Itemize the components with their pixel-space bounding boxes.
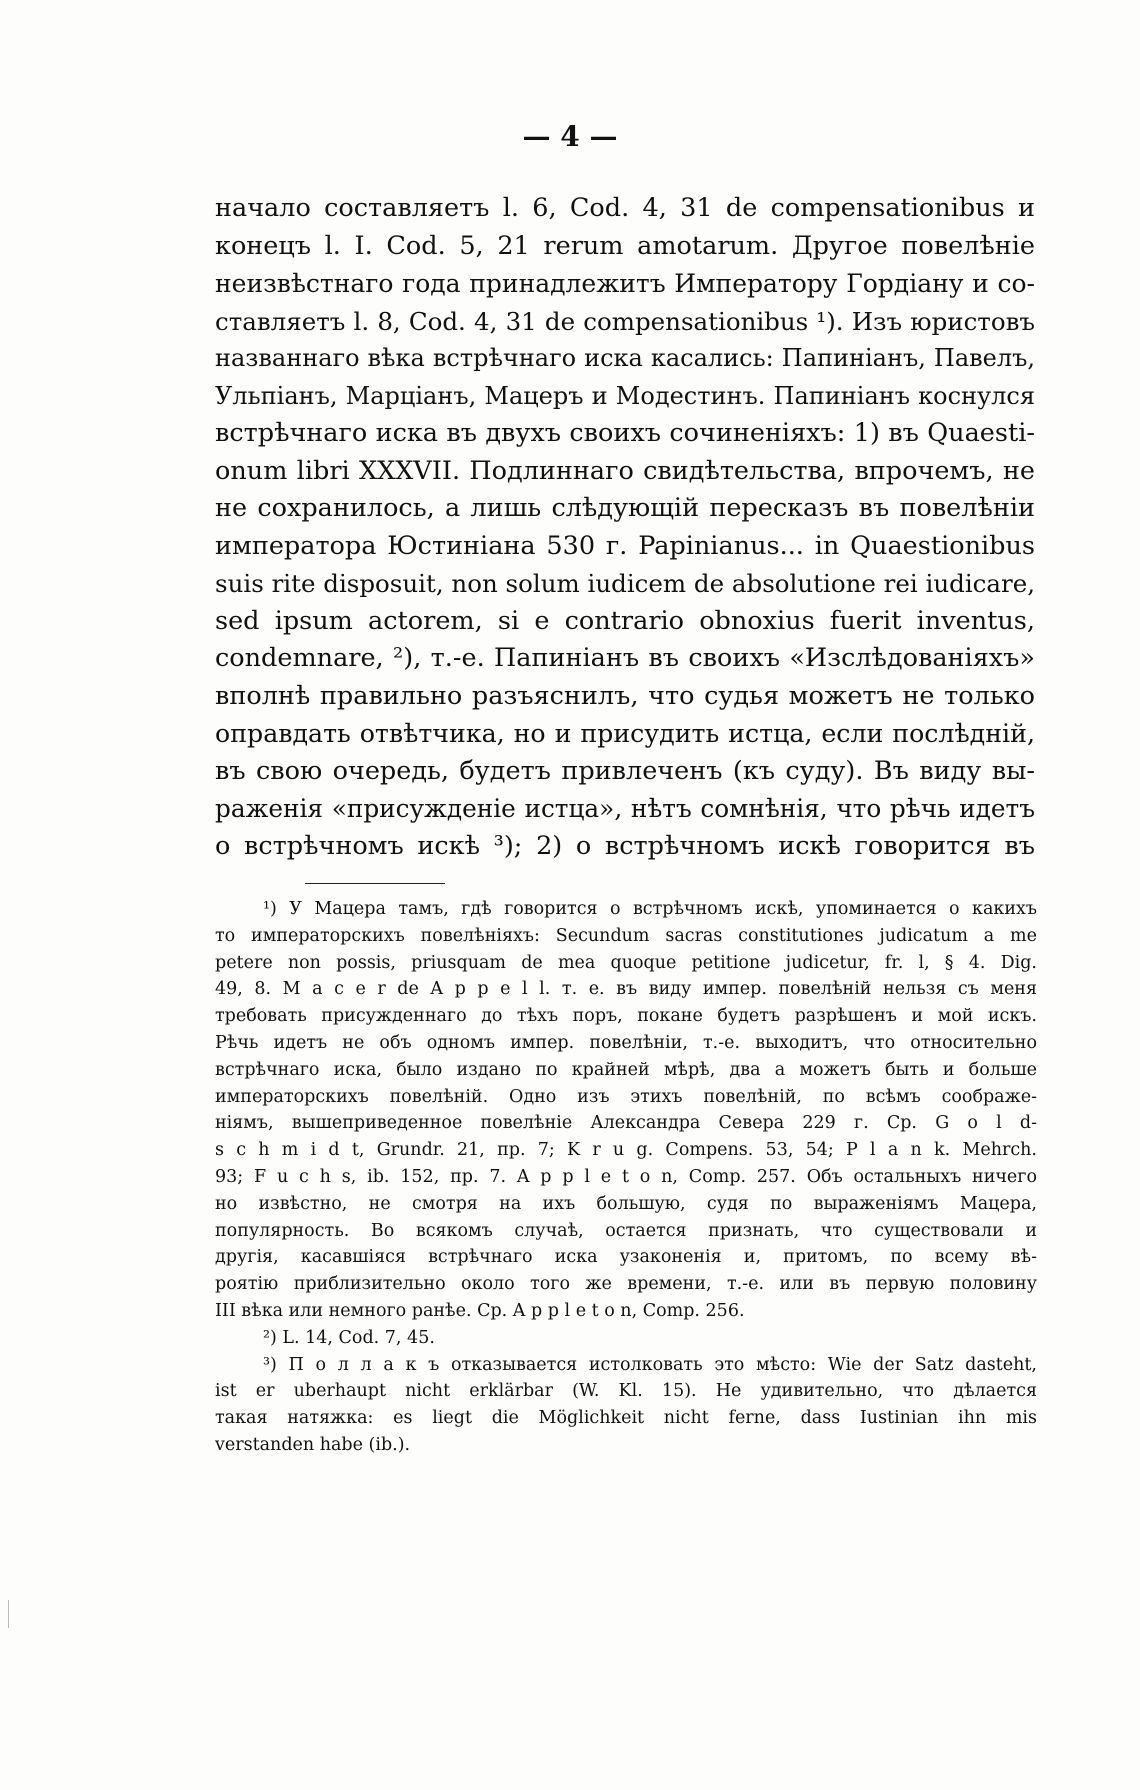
text-line: императора Юстиніана 530 г. Papinianus... in Quaestionibus: [215, 530, 1035, 561]
footnote-line: s c h m i d t, Grundr. 21, пр. 7; K r u g. Compens. 53, 54; P l a n k. Mehrch.: [215, 1140, 1037, 1161]
footnote-line: Рѣчь идетъ не объ одномъ импер. повелѣніи, т.-е. выходитъ, что относительно: [215, 1032, 1037, 1053]
text-line: onum libri XXXVII. Подлиннаго свидѣтельства, впрочемъ, не: [215, 455, 1035, 486]
footnote-line: встрѣчнаго иска, было издано по крайней мѣрѣ, два а можетъ быть и больше: [215, 1059, 1037, 1080]
text-line: вполнѣ правильно разъяснилъ, что судья можетъ не только: [215, 680, 1035, 711]
footnote-line: популярность. Во всякомъ случаѣ, остается признать, что существовали и: [215, 1220, 1037, 1241]
text-line: suis rite disposuit, non solum iudicem de absolutione rei iudicare,: [215, 569, 1035, 598]
main-text: [215, 190, 1035, 865]
footnotes: [215, 896, 1037, 1459]
footnote-line: ²) L. 14, Cod. 7, 45.: [263, 1327, 435, 1348]
scan-margin-mark: [8, 1600, 9, 1628]
footnote-line: ³) П о л л а к ъ отказывается истолковать это мѣсто: Wie der Satz dasteht,: [263, 1354, 1037, 1375]
footnote-line: III вѣка или немного ранѣе. Ср. A p p l e t o n, Comp. 256.: [215, 1300, 745, 1321]
footnote-line: но извѣстно, не смотря на ихъ большую, судя по выраженіямъ Мацера,: [215, 1193, 1037, 1214]
text-line: condemnare, ²), т.-е. Папиніанъ въ своихъ «Изслѣдованіяхъ»: [215, 643, 1035, 673]
footnote-line: ist er uberhaupt nicht erklärbar (W. Kl. 15). Не удивительно, что дѣлается: [215, 1381, 1037, 1402]
text-line: ставляетъ l. 8, Cod. 4, 31 de compensationibus ¹). Изъ юристовъ: [215, 306, 1035, 336]
text-line: встрѣчнаго иска въ двухъ своихъ сочиненіяхъ: 1) въ Quaesti-: [215, 418, 1035, 448]
text-line: о встрѣчномъ искѣ ³); 2) о встрѣчномъ искѣ говорится въ: [215, 830, 1035, 861]
text-line: конецъ l. I. Cod. 5, 21 rerum amotarum. Другое повелѣніе: [215, 230, 1035, 261]
text-line: не сохранилось, а лишь слѣдующій пересказъ въ повелѣніи: [215, 493, 1035, 523]
text-line: sed ipsum actorem, si e contrario obnoxius fuerit inventus,: [215, 605, 1035, 636]
text-line: въ свою очередь, будетъ привлеченъ (къ суду). Въ виду вы-: [215, 755, 1035, 786]
text-line: названнаго вѣка встрѣчнаго иска касались: Папиніанъ, Павелъ,: [215, 344, 1035, 372]
footnote-line: императорскихъ повелѣній. Одно изъ этихъ повелѣній, по всѣмъ соображе-: [215, 1086, 1037, 1107]
text-line: раженія «присужденіе истца», нѣтъ сомнѣнія, что рѣчь идетъ: [215, 794, 1035, 823]
text-line: начало составляетъ l. 6, Cod. 4, 31 de compensationibus и: [215, 193, 1035, 223]
footnote-line: другія, касавшіяся встрѣчнаго иска узаконенія и, притомъ, по всему вѣ-: [215, 1247, 1037, 1268]
footnote-3: [215, 1352, 1037, 1459]
footnote-line: 49, 8. M a c e r de A p p e l l. т. е. въ виду импер. повелѣній нельзя съ меня: [215, 979, 1037, 1000]
footnote-line: то императорскихъ повелѣніяхъ: Secundum sacras constitutiones judicatum a me: [215, 925, 1037, 946]
footnote-line: роятію приблизительно около того же времени, т.-е. или въ первую половину: [215, 1274, 1037, 1295]
footnote-line: ніямъ, вышеприведенное повелѣніе Александра Севера 229 г. Ср. G o l d-: [215, 1113, 1037, 1134]
footnote-separator: [305, 883, 445, 884]
text-line: Ульпіанъ, Марціанъ, Мацеръ и Модестинъ. Папиніанъ коснулся: [215, 381, 1035, 410]
footnote-line: 93; F u c h s, ib. 152, пр. 7. A p p l e t o n, Comp. 257. Объ остальныхъ ничего: [215, 1166, 1037, 1187]
footnote-line: такая натяжка: es liegt die Möglichkeit nicht ferne, dass Iustinian ihn mis: [215, 1408, 1037, 1429]
page-number: — 4 —: [522, 120, 618, 153]
text-line: оправдать отвѣтчика, но и присудить истца, если послѣдній,: [215, 719, 1035, 748]
footnote-line: ¹) У Мацера тамъ, гдѣ говорится о встрѣчномъ искѣ, упоминается о какихъ: [263, 899, 1037, 919]
footnote-line: petere non possis, priusquam de mea quoque petitione judicetur, fr. l, § 4. Dig.: [215, 952, 1037, 973]
footnote-2: [215, 1325, 1037, 1352]
footnote-line: требовать присужденнаго до тѣхъ поръ, покане будетъ разрѣшенъ и мой искъ.: [215, 1006, 1037, 1027]
text-line: неизвѣстнаго года принадлежитъ Императору Гордіану и со-: [215, 269, 1035, 298]
footnote-line: verstanden habe (ib.).: [215, 1434, 411, 1455]
footnote-1: [215, 896, 1037, 1325]
